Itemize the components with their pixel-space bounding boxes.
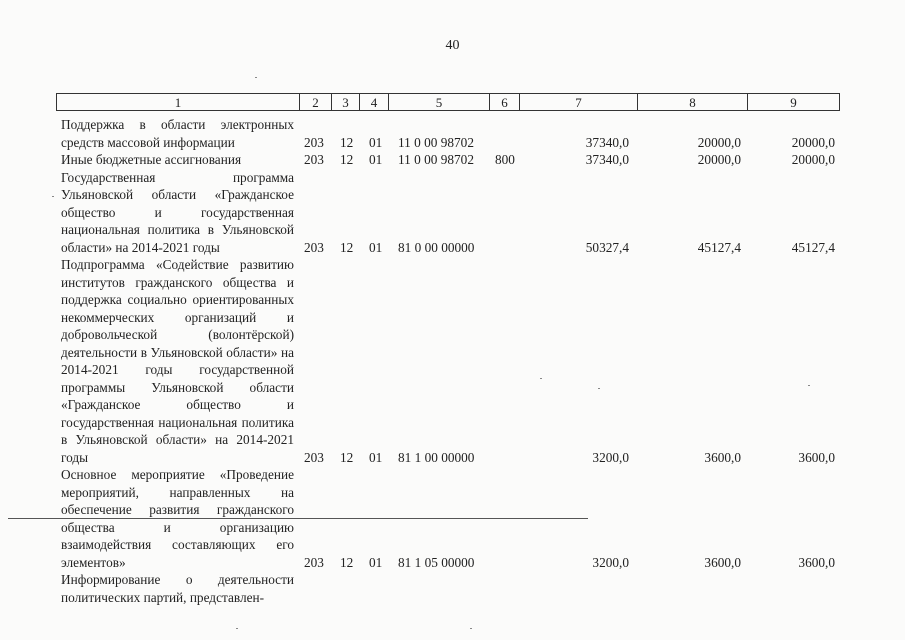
row-col-6: 800 xyxy=(495,152,515,167)
row-col-2: 203 xyxy=(304,134,324,150)
scan-speck xyxy=(540,378,542,379)
scan-speck xyxy=(598,388,600,389)
row-col-4: 01 xyxy=(369,134,383,150)
header-col-2: 2 xyxy=(300,94,332,111)
row-col-8: 3600,0 xyxy=(704,554,741,570)
row-col-9: 45127,4 xyxy=(791,239,835,255)
table-header xyxy=(56,93,840,111)
row-col-9: 3600,0 xyxy=(798,554,835,570)
row-col-8: 20000,0 xyxy=(697,134,741,150)
row-col-7: 37340,0 xyxy=(585,134,629,150)
row-col-3: 12 xyxy=(340,239,354,255)
table-row xyxy=(0,151,905,169)
row-col-4: 01 xyxy=(369,554,383,570)
row-description: Подпрограмма «Содействие развитию институтов гражданского общества и поддержка социально ориентированных некоммерческих организаций и добровольческой (волонтёрской) деятельности в Ульяновской области» на 2014-2021 годы государственной программы Ульяновской области «Гражданское общество и государственная национальная политика в Ульяновской области» на 2014-2021 годы xyxy=(61,257,294,465)
row-col-9: 20000,0 xyxy=(791,152,835,167)
row-description: Поддержка в области электронных средств массовой информации xyxy=(61,117,294,150)
row-col-3: 12 xyxy=(340,449,354,465)
row-col-9: 20000,0 xyxy=(791,134,835,150)
scan-speck xyxy=(236,628,238,629)
row-col-5: 11 0 00 98702 xyxy=(398,134,474,150)
row-description: Иные бюджетные ассигнования xyxy=(61,152,242,167)
row-col-8: 45127,4 xyxy=(697,239,741,255)
table-body xyxy=(0,116,905,606)
row-col-3: 12 xyxy=(340,134,354,150)
row-col-7: 3200,0 xyxy=(592,554,629,570)
row-col-5: 81 1 00 00000 xyxy=(398,449,475,465)
table-row xyxy=(0,116,905,151)
scan-artifact-line xyxy=(8,518,588,519)
table-row xyxy=(0,169,905,257)
scan-speck xyxy=(52,196,54,197)
header-col-9: 9 xyxy=(748,94,840,111)
header-col-3: 3 xyxy=(332,94,360,111)
table-row xyxy=(0,256,905,466)
row-col-4: 01 xyxy=(369,239,383,255)
header-col-6: 6 xyxy=(490,94,520,111)
row-col-7: 37340,0 xyxy=(585,152,629,167)
row-description: Основное мероприятие «Проведение мероприятий, направленных на обеспечение развития гражданского общества и организацию взаимодействия составляющих его элементов» xyxy=(61,467,294,570)
row-col-2: 203 xyxy=(304,554,324,570)
row-col-3: 12 xyxy=(340,152,354,167)
header-col-1: 1 xyxy=(57,94,300,111)
table-row xyxy=(0,571,905,606)
row-col-5: 11 0 00 98702 xyxy=(398,152,474,167)
header-col-7: 7 xyxy=(520,94,638,111)
row-col-7: 50327,4 xyxy=(585,239,629,255)
row-description: Информирование о деятельности политических партий, представлен- xyxy=(61,572,294,605)
header-col-8: 8 xyxy=(638,94,748,111)
row-col-2: 203 xyxy=(304,449,324,465)
header-col-4: 4 xyxy=(360,94,389,111)
row-col-2: 203 xyxy=(304,152,324,167)
scan-speck xyxy=(255,77,257,78)
row-col-2: 203 xyxy=(304,239,324,255)
row-col-5: 81 1 05 00000 xyxy=(398,554,475,570)
header-col-5: 5 xyxy=(389,94,490,111)
row-col-5: 81 0 00 00000 xyxy=(398,239,475,255)
page-number: 40 xyxy=(445,38,460,53)
row-col-8: 20000,0 xyxy=(697,152,741,167)
scan-speck xyxy=(808,385,810,386)
row-description: Государственная программа Ульяновской области «Гражданское общество и государственная национальная политика в Ульяновской области» на 2014-2021 годы xyxy=(61,169,294,255)
row-col-9: 3600,0 xyxy=(798,449,835,465)
scan-speck xyxy=(470,628,472,629)
row-col-8: 3600,0 xyxy=(704,449,741,465)
row-col-7: 3200,0 xyxy=(592,449,629,465)
row-col-4: 01 xyxy=(369,152,383,167)
row-col-4: 01 xyxy=(369,449,383,465)
row-col-3: 12 xyxy=(340,554,354,570)
